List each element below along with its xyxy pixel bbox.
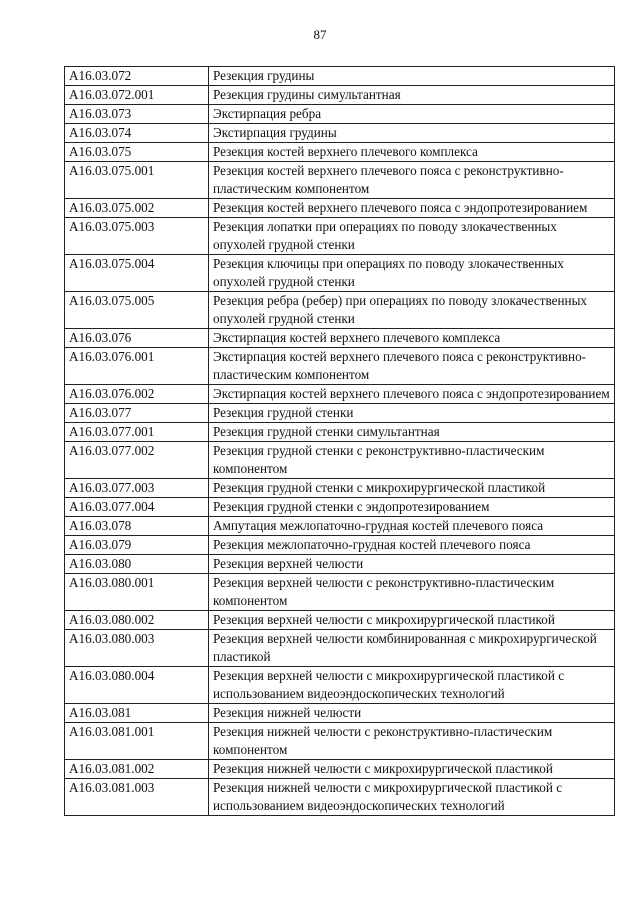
procedure-codes-table: [64, 66, 615, 816]
procedure-code: A16.03.076.001: [65, 348, 209, 385]
table-row: [65, 199, 615, 218]
procedure-code: A16.03.080.003: [65, 630, 209, 667]
procedure-code: A16.03.079: [65, 536, 209, 555]
procedure-code: A16.03.081.003: [65, 779, 209, 816]
procedure-name: Ампутация межлопаточно-грудная костей плечевого пояса: [209, 517, 615, 536]
procedure-code: A16.03.080.002: [65, 611, 209, 630]
table-row: [65, 536, 615, 555]
procedure-name: Резекция грудной стенки с реконструктивно-пластическим компонентом: [209, 442, 615, 479]
procedure-code: A16.03.075.004: [65, 255, 209, 292]
procedure-code: A16.03.075.005: [65, 292, 209, 329]
table-body: [65, 67, 615, 816]
table-row: [65, 162, 615, 199]
procedure-name: Экстирпация костей верхнего плечевого пояса с эндопротезированием: [209, 385, 615, 404]
procedure-code: A16.03.075: [65, 143, 209, 162]
procedure-code: A16.03.075.003: [65, 218, 209, 255]
table-row: [65, 67, 615, 86]
procedure-code: A16.03.077.001: [65, 423, 209, 442]
table-row: [65, 442, 615, 479]
procedure-name: Резекция верхней челюсти комбинированная с микрохирургической пластикой: [209, 630, 615, 667]
procedure-name: Экстирпация ребра: [209, 105, 615, 124]
table-row: [65, 498, 615, 517]
procedure-name: Резекция верхней челюсти с микрохирургической пластикой с использованием видеоэндоскопических технологий: [209, 667, 615, 704]
procedure-name: Резекция ключицы при операциях по поводу злокачественных опухолей грудной стенки: [209, 255, 615, 292]
table-row: [65, 479, 615, 498]
table-row: [65, 404, 615, 423]
table-row: [65, 385, 615, 404]
procedure-code: A16.03.081.002: [65, 760, 209, 779]
procedure-code: A16.03.077: [65, 404, 209, 423]
procedure-name: Резекция грудной стенки: [209, 404, 615, 423]
procedure-name: Экстирпация костей верхнего плечевого пояса с реконструктивно-пластическим компонентом: [209, 348, 615, 385]
procedure-name: Резекция костей верхнего плечевого пояса с эндопротезированием: [209, 199, 615, 218]
table-row: [65, 723, 615, 760]
table-row: [65, 348, 615, 385]
procedure-name: Резекция нижней челюсти: [209, 704, 615, 723]
procedure-code: A16.03.080: [65, 555, 209, 574]
procedure-name: Резекция верхней челюсти: [209, 555, 615, 574]
table-row: [65, 423, 615, 442]
procedure-name: Резекция верхней челюсти с реконструктивно-пластическим компонентом: [209, 574, 615, 611]
procedure-name: Резекция костей верхнего плечевого комплекса: [209, 143, 615, 162]
procedure-name: Резекция нижней челюсти с микрохирургической пластикой с использованием видеоэндоскопических технологий: [209, 779, 615, 816]
procedure-code: A16.03.077.003: [65, 479, 209, 498]
procedure-name: Экстирпация костей верхнего плечевого комплекса: [209, 329, 615, 348]
procedure-code: A16.03.078: [65, 517, 209, 536]
procedure-name: Резекция грудной стенки симультантная: [209, 423, 615, 442]
table-row: [65, 86, 615, 105]
procedure-code: A16.03.081: [65, 704, 209, 723]
procedure-code: A16.03.072: [65, 67, 209, 86]
table-row: [65, 630, 615, 667]
page-number: 87: [313, 27, 327, 42]
procedure-name: Резекция лопатки при операциях по поводу злокачественных опухолей грудной стенки: [209, 218, 615, 255]
procedure-code: A16.03.077.002: [65, 442, 209, 479]
procedure-code: A16.03.074: [65, 124, 209, 143]
procedure-name: Экстирпация грудины: [209, 124, 615, 143]
table-row: [65, 517, 615, 536]
procedure-name: Резекция грудной стенки с эндопротезированием: [209, 498, 615, 517]
procedure-name: Резекция грудины симультантная: [209, 86, 615, 105]
table-row: [65, 143, 615, 162]
procedure-code: A16.03.075.002: [65, 199, 209, 218]
table-row: [65, 329, 615, 348]
table-row: [65, 124, 615, 143]
procedure-code: A16.03.080.001: [65, 574, 209, 611]
procedure-name: Резекция нижней челюсти с реконструктивно-пластическим компонентом: [209, 723, 615, 760]
table-row: [65, 574, 615, 611]
procedure-name: Резекция костей верхнего плечевого пояса с реконструктивно-пластическим компонентом: [209, 162, 615, 199]
procedure-name: Резекция грудины: [209, 67, 615, 86]
procedure-code: A16.03.076.002: [65, 385, 209, 404]
table-row: [65, 779, 615, 816]
table-row: [65, 704, 615, 723]
table-row: [65, 105, 615, 124]
table-row: [65, 667, 615, 704]
procedure-name: Резекция нижней челюсти с микрохирургической пластикой: [209, 760, 615, 779]
table-row: [65, 555, 615, 574]
table-row: [65, 760, 615, 779]
table-row: [65, 292, 615, 329]
table-row: [65, 611, 615, 630]
procedure-code: A16.03.073: [65, 105, 209, 124]
procedure-name: Резекция верхней челюсти с микрохирургической пластикой: [209, 611, 615, 630]
table-row: [65, 255, 615, 292]
procedure-code: A16.03.081.001: [65, 723, 209, 760]
procedure-code: A16.03.072.001: [65, 86, 209, 105]
procedure-name: Резекция межлопаточно-грудная костей плечевого пояса: [209, 536, 615, 555]
procedure-code: A16.03.076: [65, 329, 209, 348]
procedure-name: Резекция ребра (ребер) при операциях по поводу злокачественных опухолей грудной стенки: [209, 292, 615, 329]
procedure-code: A16.03.080.004: [65, 667, 209, 704]
procedure-code: A16.03.075.001: [65, 162, 209, 199]
table-row: [65, 218, 615, 255]
procedure-code: A16.03.077.004: [65, 498, 209, 517]
procedure-name: Резекция грудной стенки с микрохирургической пластикой: [209, 479, 615, 498]
